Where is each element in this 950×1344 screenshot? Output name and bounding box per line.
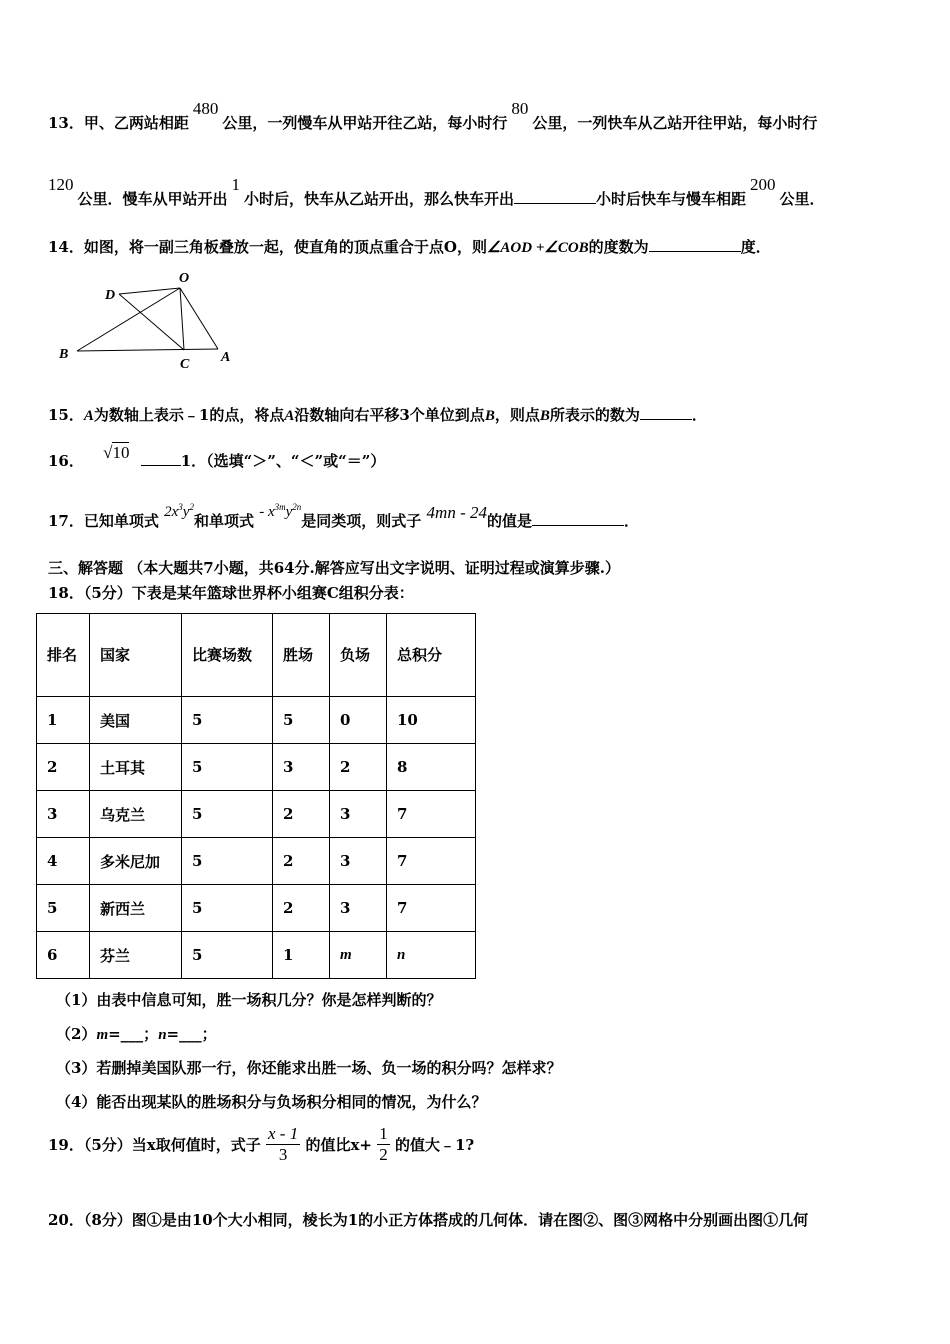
q17-answer-blank[interactable] xyxy=(532,511,624,526)
cell-country: 新西兰 xyxy=(90,885,182,932)
header-rank: 排名 xyxy=(37,614,90,697)
q14-label: 14． xyxy=(48,238,84,256)
q17-text xyxy=(48,502,640,531)
q18-text xyxy=(48,582,414,603)
cell-points: 7 xyxy=(387,885,476,932)
segment-oa xyxy=(180,288,218,349)
q18-label: 18． xyxy=(48,584,84,602)
cell-wins: 3 xyxy=(273,744,330,791)
section-note: （本大题共7小题，共64分.解答应写出文字说明、证明过程或演算步骤.） xyxy=(128,559,621,577)
q17-expression: 4mn - 24 xyxy=(426,503,487,522)
q13-fast-speed: 120 xyxy=(48,175,74,194)
q19-fraction-1 xyxy=(266,1124,300,1165)
point-a-label: A xyxy=(221,350,231,365)
point-c-label: C xyxy=(180,357,190,372)
q20-text: （8分）图①是由10个大小相同，棱长为1的小正方体搭成的几何体．请在图②、图③网格中分别画出图①几何 xyxy=(83,1211,809,1229)
q13-answer-blank[interactable] xyxy=(514,189,596,204)
q15-point-a: A xyxy=(83,408,94,424)
q17-text: 是同类项，则式子 xyxy=(301,512,422,530)
q13-text: 小时后，快车从乙站开出，那么快车开出 xyxy=(244,190,515,208)
segment-ob xyxy=(77,288,180,351)
header-games: 比赛场数 xyxy=(182,614,273,697)
q18-subquestion-2 xyxy=(56,1023,217,1044)
cell-rank: 6 xyxy=(37,932,90,979)
cell-games: 5 xyxy=(182,838,273,885)
q17-monomial-1-y: y xyxy=(182,504,190,520)
cell-wins: 1 xyxy=(273,932,330,979)
table-row xyxy=(37,932,476,979)
q17-monomial-2-base: - x xyxy=(259,504,275,520)
q17-monomial-1-yexp: 2 xyxy=(189,502,194,512)
cell-rank: 5 xyxy=(37,885,90,932)
q17-text: 已知单项式 xyxy=(83,512,159,530)
table-row xyxy=(37,697,476,744)
segment-ba xyxy=(77,349,218,351)
q16-answer-blank[interactable] xyxy=(141,451,181,466)
q19-text: 的值比x+ xyxy=(305,1136,372,1154)
sqrt-expression xyxy=(103,443,129,463)
q17-text: 的值是 xyxy=(487,512,533,530)
header-country: 国家 xyxy=(90,614,182,697)
q15-text: ，则点 xyxy=(494,406,540,424)
cell-rank: 3 xyxy=(37,791,90,838)
header-losses: 负场 xyxy=(330,614,387,697)
q16-label: 16． xyxy=(48,452,84,470)
table-row xyxy=(37,744,476,791)
cell-losses: 2 xyxy=(330,744,387,791)
q14-answer-blank[interactable] xyxy=(649,237,741,252)
q17-monomial-1 xyxy=(164,504,194,520)
q15-text: 为数轴上表示﹣1的点，将点 xyxy=(93,406,285,424)
q13-text: 公里，一列快车从乙站开往甲站，每小时行 xyxy=(532,114,818,132)
q19-label: 19． xyxy=(48,1136,84,1154)
table-row xyxy=(37,885,476,932)
cell-losses: 3 xyxy=(330,838,387,885)
q13-slow-speed: 80 xyxy=(511,99,529,118)
q19-text xyxy=(48,1124,474,1165)
q15-text: ． xyxy=(691,406,707,424)
q17-monomial-2-yexp: 2n xyxy=(292,502,302,512)
q20-label: 20． xyxy=(48,1211,84,1229)
q18-subquestion-4: （4）能否出现某队的胜场积分与负场积分相同的情况，为什么？ xyxy=(56,1093,487,1111)
header-wins: 胜场 xyxy=(273,614,330,697)
q14-expression: ∠AOD +∠COB xyxy=(486,240,589,256)
cell-games: 5 xyxy=(182,932,273,979)
q13-text: 公里，一列慢车从甲站开往乙站，每小时行 xyxy=(222,114,508,132)
q17-text: ． xyxy=(624,512,640,530)
table-row xyxy=(37,838,476,885)
q18-subquestion-3: （3）若删掉美国队那一行，你还能求出胜一场、负一场的积分吗？怎样求？ xyxy=(56,1059,562,1077)
cell-wins: 2 xyxy=(273,791,330,838)
cell-country: 芬兰 xyxy=(90,932,182,979)
q15-label: 15． xyxy=(48,406,84,424)
cell-games: 5 xyxy=(182,791,273,838)
section-title: 三、解答题 xyxy=(48,559,124,577)
q17-text: 和单项式 xyxy=(193,512,254,530)
q19-text: （5分）当x取何值时，式子 xyxy=(83,1136,261,1154)
q16-text xyxy=(48,443,386,471)
q19-fraction-2 xyxy=(377,1124,390,1165)
q17-monomial-1-exp: 3 xyxy=(178,502,183,512)
q15-answer-blank[interactable] xyxy=(640,405,692,420)
q13-text: 小时后快车与慢车相距 xyxy=(596,190,747,208)
section-header xyxy=(48,557,620,578)
cell-wins: 2 xyxy=(273,838,330,885)
q19-fraction-1-num: x - 1 xyxy=(268,1124,299,1143)
q15-text xyxy=(48,404,707,425)
q13-text: 公里． xyxy=(779,190,825,208)
q13-hours: 1 xyxy=(231,175,241,194)
cell-country: 多米尼加 xyxy=(90,838,182,885)
q20-text xyxy=(48,1209,808,1230)
triangle-figure xyxy=(55,266,245,376)
cell-games: 5 xyxy=(182,744,273,791)
segment-dc xyxy=(119,294,184,350)
cell-points: 7 xyxy=(387,791,476,838)
q15-text: 所表示的数为 xyxy=(549,406,640,424)
point-d-label: D xyxy=(105,288,116,303)
segment-oc xyxy=(180,288,184,350)
cell-games: 5 xyxy=(182,885,273,932)
point-o-label: O xyxy=(179,271,190,286)
q13-gap-distance: 200 xyxy=(750,175,776,194)
q15-point-b: B xyxy=(484,408,495,424)
table-header-row xyxy=(37,614,476,697)
cell-losses: 3 xyxy=(330,791,387,838)
sqrt-sign-icon: √ xyxy=(103,443,113,462)
q17-label: 17． xyxy=(48,512,84,530)
cell-wins: 2 xyxy=(273,885,330,932)
cell-wins: 5 xyxy=(273,697,330,744)
q14-text: 度． xyxy=(740,238,771,256)
table-row xyxy=(37,791,476,838)
q14-text: 如图，将一副三角板叠放一起，使直角的顶点重合于点O，则 xyxy=(83,238,487,256)
header-points: 总积分 xyxy=(387,614,476,697)
q17-monomial-2-y: y xyxy=(285,504,293,520)
q15-point-b: B xyxy=(539,408,550,424)
q17-monomial-1-base: 2x xyxy=(164,504,179,520)
q16-text: 1．（选填“＞”、“＜”或“＝”） xyxy=(180,452,386,470)
q13-label: 13． xyxy=(48,114,84,132)
sqrt-radicand: 10 xyxy=(112,443,130,462)
cell-rank: 1 xyxy=(37,697,90,744)
q18-text: （5分）下表是某年篮球世界杯小组赛C组积分表： xyxy=(83,584,414,602)
q18-s2-n: n xyxy=(158,1027,167,1043)
q19-text: 的值大﹣1? xyxy=(394,1136,475,1154)
q13-line2 xyxy=(48,175,825,209)
cell-points: 10 xyxy=(387,697,476,744)
cell-country: 土耳其 xyxy=(90,744,182,791)
cell-country: 美国 xyxy=(90,697,182,744)
cell-points: 7 xyxy=(387,838,476,885)
q19-fraction-1-den: 3 xyxy=(278,1145,288,1164)
q18-subquestion-1: （1）由表中信息可知，胜一场积几分？你是怎样判断的？ xyxy=(56,991,442,1009)
q13-text: 甲、乙两站相距 xyxy=(83,114,189,132)
cell-rank: 4 xyxy=(37,838,90,885)
cell-country: 乌克兰 xyxy=(90,791,182,838)
q19-fraction-2-num: 1 xyxy=(379,1124,388,1143)
cell-games: 5 xyxy=(182,697,273,744)
q14-text xyxy=(48,236,771,257)
standings-table xyxy=(36,613,476,979)
q17-monomial-2-exp: 3m xyxy=(274,502,286,512)
q13-text: 公里．慢车从甲站开出 xyxy=(77,190,228,208)
q14-text: 的度数为 xyxy=(588,238,649,256)
q18-s2-n-blank: =___； xyxy=(166,1025,217,1043)
cell-losses: 0 xyxy=(330,697,387,744)
q13-distance: 480 xyxy=(192,99,219,118)
cell-losses: 3 xyxy=(330,885,387,932)
point-b-label: B xyxy=(59,347,69,362)
cell-points: n xyxy=(387,932,476,979)
q15-text: 沿数轴向右平移3个单位到点 xyxy=(294,406,485,424)
cell-rank: 2 xyxy=(37,744,90,791)
q18-s2-m: m xyxy=(96,1027,109,1043)
q13-line1 xyxy=(48,99,818,133)
cell-losses: m xyxy=(330,932,387,979)
cell-points: 8 xyxy=(387,744,476,791)
q18-s2-m-blank: =___； xyxy=(108,1025,159,1043)
q19-fraction-2-den: 2 xyxy=(379,1145,388,1164)
q15-point-a: A xyxy=(284,408,295,424)
q17-monomial-2 xyxy=(259,504,301,520)
q18-s2-label: （2） xyxy=(56,1025,97,1043)
